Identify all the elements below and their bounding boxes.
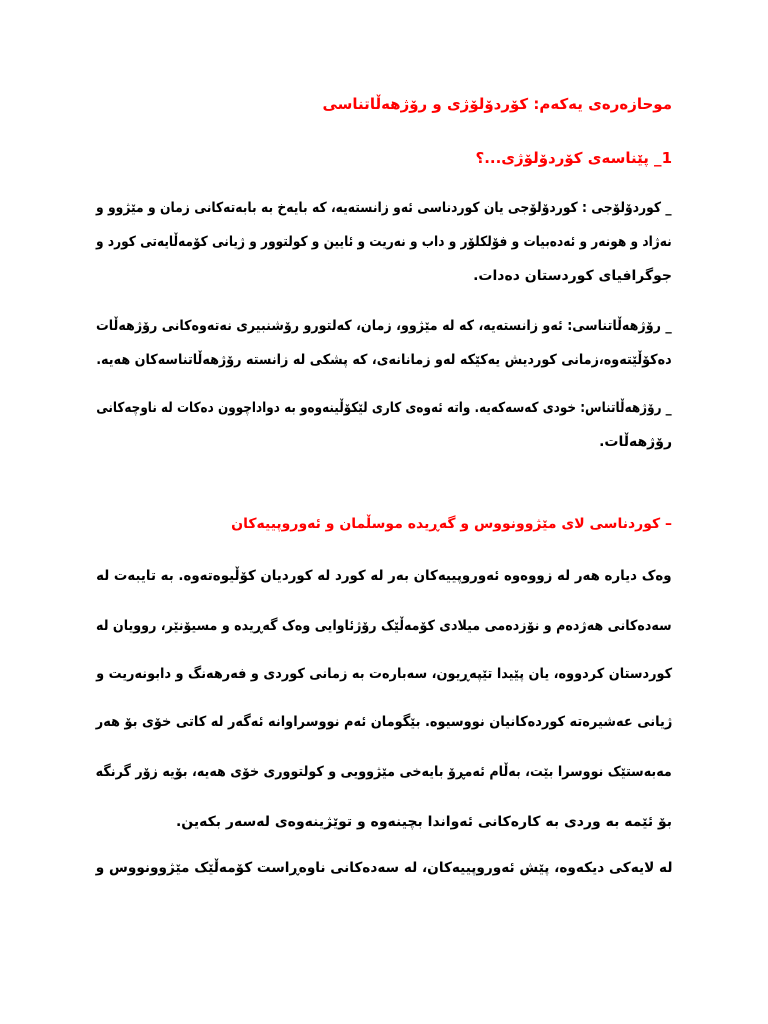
paragraph-line: _ کوردۆلۆجی : کوردۆلۆجی یان کوردناسی ئەو زانستەیە، کە بایەخ بە بابەتەکانی زمان و مێژوو و (96, 200, 672, 216)
paragraph-line: وەک دیارە هەر لە زووەوە ئەوروپییەکان بەر لە کورد لە کوردیان کۆڵیوەتەوە. بە تایبەت لە (96, 568, 672, 584)
section-heading-kurdology-historians (231, 514, 672, 534)
paragraph-line: کوردستان کردووە، یان پێیدا تێپەڕیون، سەبارەت بە زمانی کوردی و فەرهەنگ و دابونەریت و (95, 666, 672, 682)
heading-dash: – (665, 516, 672, 532)
heading-text: کوردناسی لای مێژوونووس و گەڕیدە موسڵمان و ئەوروپییەکان (231, 516, 661, 532)
paragraph-line: دەکۆڵێتەوە،زمانی کوردیش یەکێکە لەو زمانانەی، کە پشکی لە زانستە رۆژهەڵاتناسەکان هەیە. (96, 352, 672, 368)
paragraph-line: لە لایەکی دیکەوە، پێش ئەوروپییەکان، لە سەدەکانی ناوەڕاست کۆمەڵێک مێژوونووس و (95, 860, 672, 876)
paragraph-line: سەدەکانی هەژدەم و نۆزدەمی میلادی کۆمەڵێک رۆژئاوایی وەک گەڕیدە و مسیۆنێر، روویان لە (96, 618, 672, 634)
paragraph-line: نەژاد و هونەر و ئەدەبیات و فۆلکلۆر و داب و نەریت و ئایین و کولتوور و ژیانی کۆمەڵایەتی کورد و (96, 234, 672, 250)
paragraph-line: ژیانی عەشیرەتە کوردەکانیان نووسیوە. بێگومان ئەم نووسراوانە ئەگەر لە کاتی خۆی بۆ هەر (95, 714, 672, 730)
section-heading-kurdology-definition: 1_ پێناسەی کۆردۆلۆژی...؟ (475, 149, 672, 167)
paragraph-line: بۆ ئێمە بە وردی بە کارەکانی ئەواندا بچینەوە و توێژینەوەی لەسەر بکەین. (175, 814, 672, 830)
paragraph-line: مەبەستێک نووسرا بێت، بەڵام ئەمڕۆ بایەخی مێژوویی و کولتووری خۆی هەیە، بۆیە زۆر گرنگە (95, 764, 672, 780)
paragraph-line: _ رۆژهەڵاتناسی: ئەو زانستەیە، کە لە مێژوو، زمان، کەلتورو رۆشنبیری نەتەوەکانی رۆژهەڵات (96, 318, 672, 334)
lecture-title: موحازەرەی یەکەم: کۆردۆلۆژی و رۆژهەڵاتناسی (322, 95, 672, 113)
paragraph-line: رۆژهەڵات. (599, 434, 672, 450)
paragraph-line: _ رۆژهەڵاتناس: خودی کەسەکەیە. واتە ئەوەی کاری لێکۆڵینەوەو بە دواداچوون دەکات لە ناوچەکانی (96, 400, 672, 416)
paragraph-line: جوگرافیای کوردستان دەدات. (473, 268, 672, 284)
